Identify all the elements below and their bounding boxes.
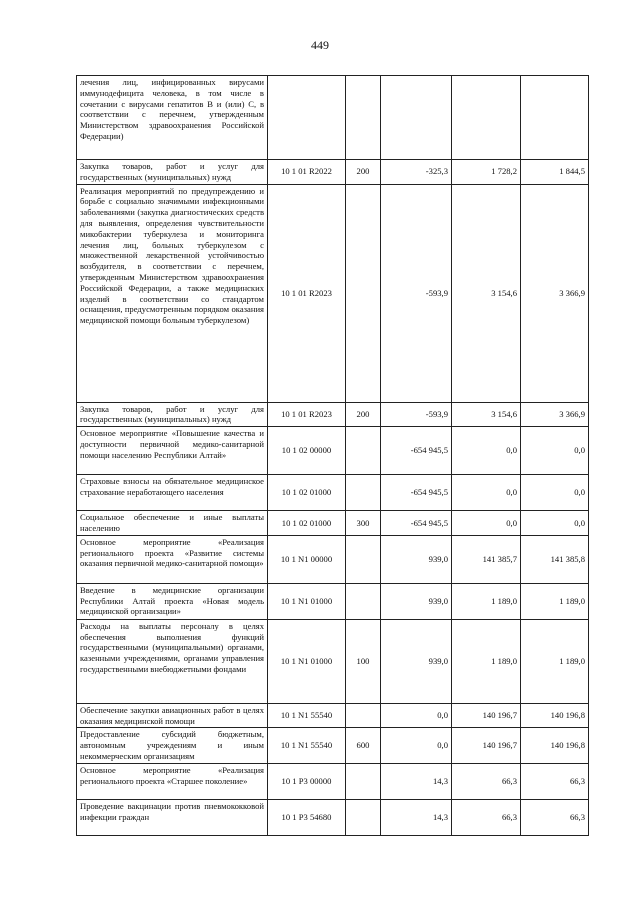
row-value-2: 140 196,7 xyxy=(452,703,521,728)
table-row xyxy=(77,475,589,511)
row-target-code: 10 1 N1 01000 xyxy=(268,619,346,703)
row-name: Обеспечение закупки авиационных работ в целях оказания медицинской помощи xyxy=(77,703,268,728)
row-value-1: -654 945,5 xyxy=(381,427,452,475)
row-name: Введение в медицинские организации Республики Алтай проекта «Новая модель медицинской организации» xyxy=(77,583,268,619)
row-target-code: 10 1 N1 01000 xyxy=(268,583,346,619)
row-value-1: 939,0 xyxy=(381,619,452,703)
row-value-1: 939,0 xyxy=(381,583,452,619)
table-row xyxy=(77,160,589,185)
row-name: Предоставление субсидий бюджетным, автономным учреждениям и иным некоммерческим организациям xyxy=(77,728,268,764)
budget-table xyxy=(76,75,589,836)
row-name: Закупка товаров, работ и услуг для государственных (муниципальных) нужд xyxy=(77,160,268,185)
row-target-code: 10 1 02 01000 xyxy=(268,475,346,511)
row-name: Основное мероприятие «Повышение качества и доступности первичной медико-санитарной помощи населению Республики Алтай» xyxy=(77,427,268,475)
row-expense-type xyxy=(346,427,381,475)
table-row xyxy=(77,76,589,160)
row-value-2: 0,0 xyxy=(452,475,521,511)
row-value-1: 0,0 xyxy=(381,728,452,764)
row-target-code: 10 1 01 R2023 xyxy=(268,184,346,402)
row-name: Реализация мероприятий по предупреждению и борьбе с социально значимыми инфекционными заболеваниями (закупка диагностических средств для выявления, определения чувствительности микобактерии туберкулеза и мониторинга лечения лиц, больных туберкулезом с множественной лекарственной устойчивостью возбудителя, в соответствии с перечнем, утвержденным Министерством здравоохранения Российской Федерации, а также медицинских изделий в соответствии со стандартом оснащения, предусмотренным порядком оказания медицинской помощи больным туберкулезом) xyxy=(77,184,268,402)
row-expense-type xyxy=(346,583,381,619)
row-name: Расходы на выплаты персоналу в целях обеспечения выполнения функций государственными (муниципальными) органами, казенными учреждениями, органами управления государственными внебюджетными фондами xyxy=(77,619,268,703)
row-expense-type xyxy=(346,800,381,836)
row-value-2: 140 196,7 xyxy=(452,728,521,764)
row-value-1: 0,0 xyxy=(381,703,452,728)
row-value-2: 66,3 xyxy=(452,800,521,836)
table-row xyxy=(77,583,589,619)
row-value-3: 140 196,8 xyxy=(521,703,589,728)
row-value-1: -654 945,5 xyxy=(381,511,452,536)
row-expense-type xyxy=(346,475,381,511)
row-name: Социальное обеспечение и иные выплаты населению xyxy=(77,511,268,536)
row-value-2: 1 728,2 xyxy=(452,160,521,185)
row-value-2: 66,3 xyxy=(452,764,521,800)
row-target-code: 10 1 N1 55540 xyxy=(268,728,346,764)
row-value-1: -593,9 xyxy=(381,402,452,427)
row-value-1: -325,3 xyxy=(381,160,452,185)
row-expense-type xyxy=(346,703,381,728)
row-name: лечения лиц, инфицированных вирусами иммунодефицита человека, в том числе в сочетании с вирусами гепатитов В и (или) С, в соответствии с перечнем, утвержденным Министерством здравоохранения Российской Федерации) xyxy=(77,76,268,160)
row-expense-type: 200 xyxy=(346,160,381,185)
row-target-code: 10 1 P3 00000 xyxy=(268,764,346,800)
row-value-2: 0,0 xyxy=(452,427,521,475)
table-row xyxy=(77,402,589,427)
row-target-code xyxy=(268,76,346,160)
row-value-3: 3 366,9 xyxy=(521,184,589,402)
row-value-1: 14,3 xyxy=(381,800,452,836)
row-value-3: 1 844,5 xyxy=(521,160,589,185)
row-name: Основное мероприятие «Реализация регионального проекта «Развитие системы оказания первичной медико-санитарной помощи» xyxy=(77,535,268,583)
row-value-2: 1 189,0 xyxy=(452,619,521,703)
row-value-2: 3 154,6 xyxy=(452,184,521,402)
row-expense-type: 100 xyxy=(346,619,381,703)
row-name: Проведение вакцинации против пневмококковой инфекции граждан xyxy=(77,800,268,836)
table-row xyxy=(77,184,589,402)
row-expense-type xyxy=(346,535,381,583)
row-value-1: -593,9 xyxy=(381,184,452,402)
row-value-1 xyxy=(381,76,452,160)
row-name: Закупка товаров, работ и услуг для государственных (муниципальных) нужд xyxy=(77,402,268,427)
table-row xyxy=(77,535,589,583)
row-value-1: 14,3 xyxy=(381,764,452,800)
row-value-3: 1 189,0 xyxy=(521,583,589,619)
row-target-code: 10 1 N1 00000 xyxy=(268,535,346,583)
row-value-3: 140 196,8 xyxy=(521,728,589,764)
table-row xyxy=(77,728,589,764)
row-expense-type: 600 xyxy=(346,728,381,764)
row-target-code: 10 1 N1 55540 xyxy=(268,703,346,728)
row-expense-type xyxy=(346,764,381,800)
row-target-code: 10 1 02 00000 xyxy=(268,427,346,475)
row-name: Основное мероприятие «Реализация регионального проекта «Старшее поколение» xyxy=(77,764,268,800)
table-row xyxy=(77,427,589,475)
budget-table-body xyxy=(77,76,589,836)
row-value-3 xyxy=(521,76,589,160)
row-target-code: 10 1 P3 54680 xyxy=(268,800,346,836)
row-expense-type: 200 xyxy=(346,402,381,427)
row-target-code: 10 1 02 01000 xyxy=(268,511,346,536)
table-row xyxy=(77,703,589,728)
row-value-3: 0,0 xyxy=(521,511,589,536)
page-number: 449 xyxy=(311,38,329,52)
row-value-2: 141 385,7 xyxy=(452,535,521,583)
row-target-code: 10 1 01 R2023 xyxy=(268,402,346,427)
row-expense-type xyxy=(346,76,381,160)
table-row xyxy=(77,800,589,836)
row-value-1: 939,0 xyxy=(381,535,452,583)
row-value-2: 3 154,6 xyxy=(452,402,521,427)
row-expense-type xyxy=(346,184,381,402)
table-row xyxy=(77,511,589,536)
table-row xyxy=(77,619,589,703)
row-expense-type: 300 xyxy=(346,511,381,536)
row-name: Страховые взносы на обязательное медицинское страхование неработающего населения xyxy=(77,475,268,511)
row-value-3: 66,3 xyxy=(521,800,589,836)
row-value-3: 0,0 xyxy=(521,427,589,475)
row-value-3: 1 189,0 xyxy=(521,619,589,703)
row-value-3: 141 385,8 xyxy=(521,535,589,583)
row-value-2: 1 189,0 xyxy=(452,583,521,619)
row-value-2 xyxy=(452,76,521,160)
row-target-code: 10 1 01 R2022 xyxy=(268,160,346,185)
row-value-1: -654 945,5 xyxy=(381,475,452,511)
row-value-3: 0,0 xyxy=(521,475,589,511)
row-value-3: 3 366,9 xyxy=(521,402,589,427)
row-value-2: 0,0 xyxy=(452,511,521,536)
table-row xyxy=(77,764,589,800)
row-value-3: 66,3 xyxy=(521,764,589,800)
